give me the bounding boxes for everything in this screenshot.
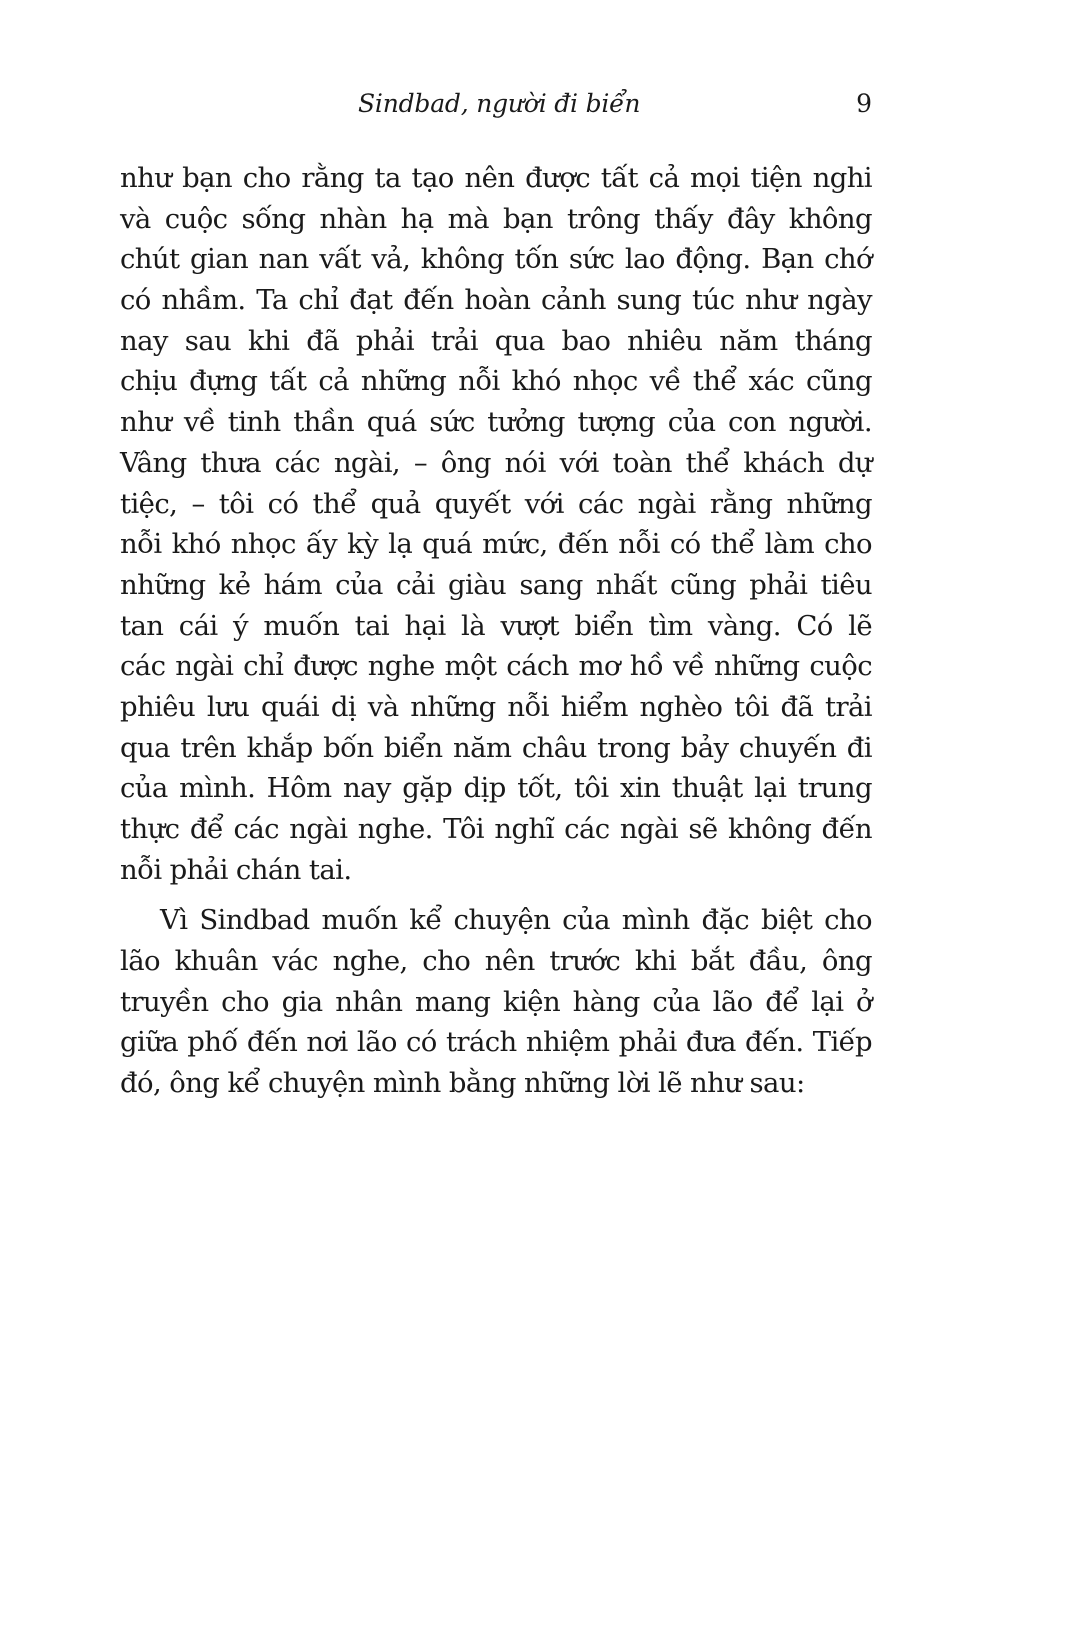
paragraph-gap: [120, 890, 872, 900]
text-line: Vì Sindbad muốn kể chuyện của mình đặc biệt cho: [160, 904, 872, 937]
paragraph-2: [120, 900, 872, 1103]
text-line: phiêu lưu quái dị và những nỗi hiểm nghèo tôi đã trải: [120, 690, 872, 723]
text-line: tan cái ý muốn tai hại là vượt biển tìm vàng. Có lẽ: [120, 609, 872, 642]
text-line: giữa phố đến nơi lão có trách nhiệm phải đưa đến. Tiếp: [120, 1026, 872, 1059]
text-line: nỗi phải chán tai.: [120, 853, 352, 886]
text-line: các ngài chỉ được nghe một cách mơ hồ về những cuộc: [120, 650, 872, 683]
text-line: tiệc, – tôi có thể quả quyết với các ngài rằng những: [120, 487, 872, 520]
page-number: 9: [856, 89, 872, 118]
text-line: có nhầm. Ta chỉ đạt đến hoàn cảnh sung túc như ngày: [120, 284, 872, 317]
text-line: nỗi khó nhọc ấy kỳ lạ quá mức, đến nỗi có thể làm cho: [120, 528, 872, 561]
text-line: thực để các ngài nghe. Tôi nghĩ các ngài sẽ không đến: [120, 813, 872, 845]
paragraph-1: [120, 158, 872, 890]
text-line: nay sau khi đã phải trải qua bao nhiêu năm tháng: [120, 324, 872, 357]
text-line: chịu đựng tất cả những nỗi khó nhọc về thể xác cũng: [120, 365, 872, 398]
text-line: lão khuân vác nghe, cho nên trước khi bắt đầu, ông: [120, 945, 872, 978]
text-line: qua trên khắp bốn biển năm châu trong bảy chuyến đi: [120, 731, 872, 764]
text-line: những kẻ hám của cải giàu sang nhất cũng phải tiêu: [120, 568, 872, 601]
text-line: Vâng thưa các ngài, – ông nói với toàn thể khách dự: [120, 446, 872, 479]
text-line: truyền cho gia nhân mang kiện hàng của lão để lại ở: [120, 985, 872, 1018]
text-line: và cuộc sống nhàn hạ mà bạn trông thấy đây không: [120, 202, 872, 235]
text-line: chút gian nan vất vả, không tốn sức lao động. Bạn chớ: [120, 243, 872, 276]
text-line: như về tinh thần quá sức tưởng tượng của con người.: [120, 406, 872, 439]
body-text: [120, 158, 872, 1104]
text-line: đó, ông kể chuyện mình bằng những lời lẽ như sau:: [120, 1067, 805, 1100]
running-title: Sindbad, người đi biển: [358, 89, 641, 118]
text-line: như bạn cho rằng ta tạo nên được tất cả mọi tiện nghi: [120, 162, 872, 194]
text-line: của mình. Hôm nay gặp dịp tốt, tôi xin thuật lại trung: [120, 772, 872, 805]
running-head: [120, 86, 872, 122]
